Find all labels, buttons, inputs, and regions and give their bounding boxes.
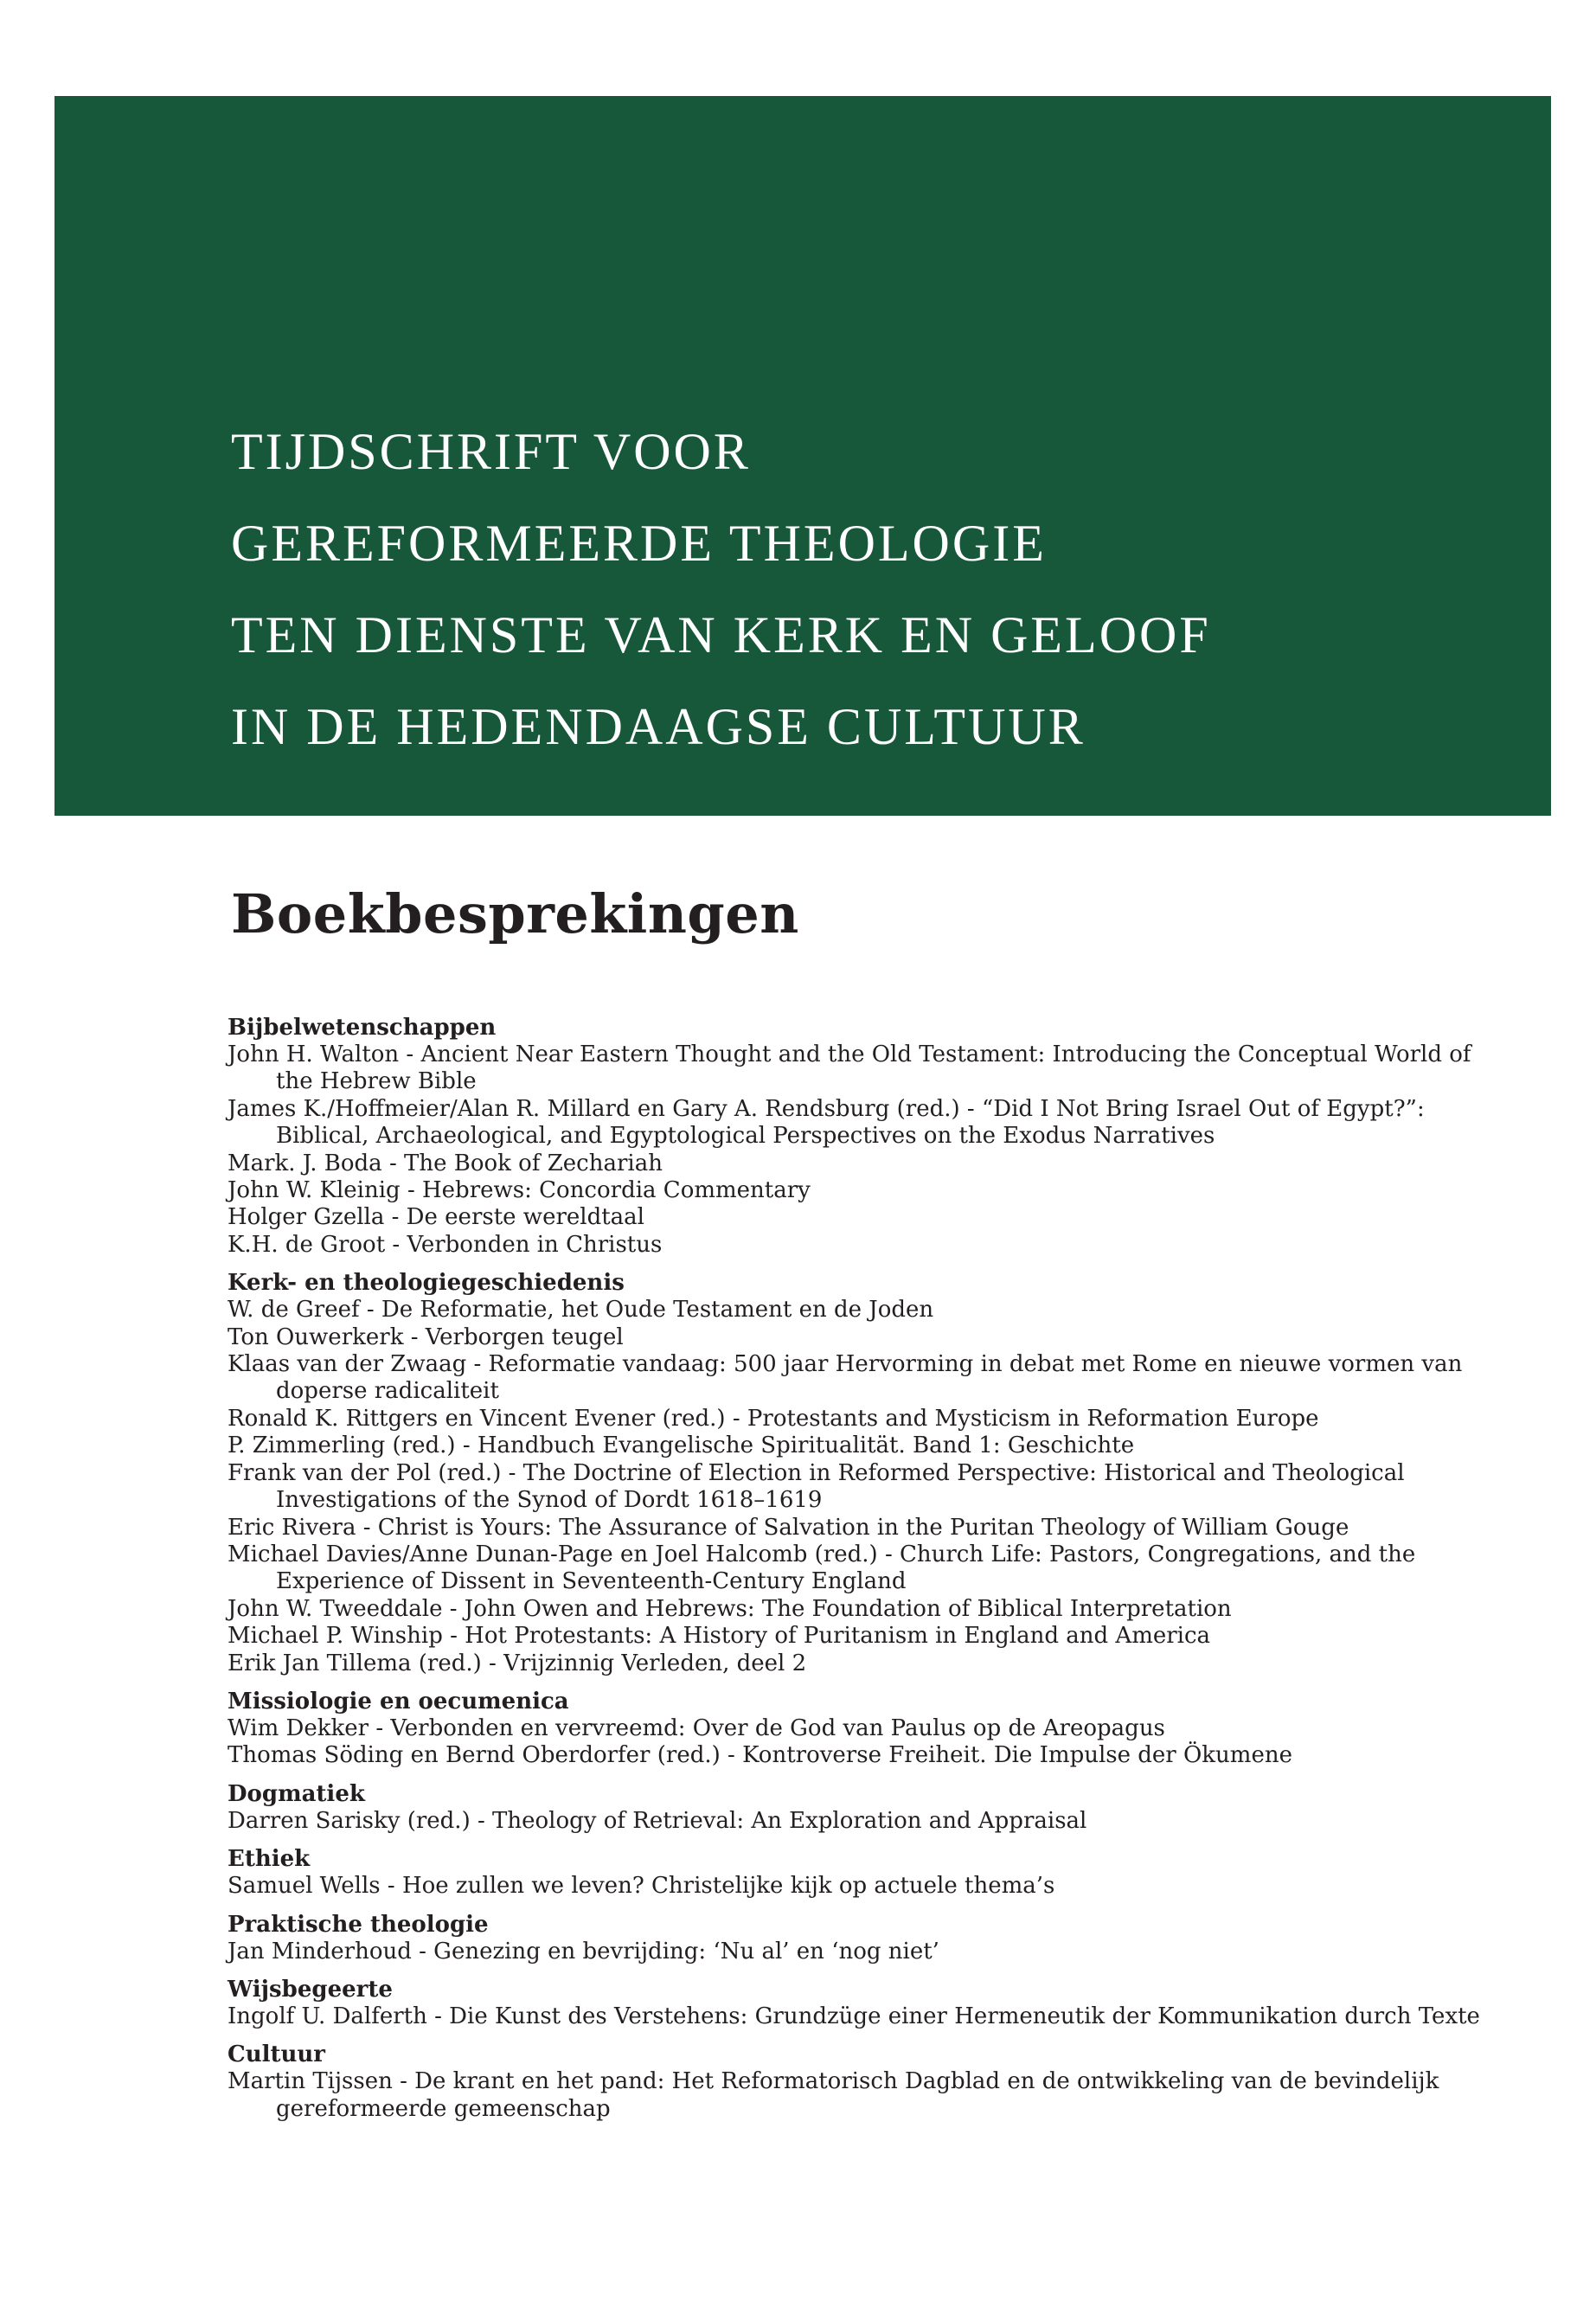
review-section — [228, 1845, 1482, 1900]
review-entry: Ingolf U. Dalferth - Die Kunst des Verstehens: Grundzüge einer Hermeneutik der Kommunikation durch Texte — [228, 2003, 1480, 2029]
review-entry: John H. Walton - Ancient Near Eastern Thought and the Old Testament: Introducing the Conceptual World of the Hebrew Bible — [228, 1042, 1471, 1095]
review-entry: Ronald K. Rittgers en Vincent Evener (red.) - Protestants and Mysticism in Reformation Europe — [228, 1405, 1319, 1432]
review-entry: Jan Minderhoud - Genezing en bevrijding: ‘Nu al’ en ‘nog niet’ — [228, 1938, 939, 1965]
review-section — [228, 2041, 1482, 2123]
review-entry: Frank van der Pol (red.) - The Doctrine of Election in Reformed Perspective: Historical and Theological Investigations of the Synod of Dordt 1618–1619 — [228, 1459, 1405, 1514]
review-entry: Martin Tijssen - De krant en het pand: Het Reformatorisch Dagblad en de ontwikkeling van de bevindelijk gereformeerde gemeenschap — [228, 2068, 1439, 2122]
review-section — [228, 1976, 1482, 2030]
review-entry: John W. Tweeddale - John Owen and Hebrews: The Foundation of Biblical Interpretation — [228, 1595, 1232, 1622]
section-heading: Wijsbegeerte — [228, 1976, 393, 2003]
section-heading: Ethiek — [228, 1846, 311, 1873]
review-entry: Klaas van der Zwaag - Reformatie vandaag: 500 jaar Hervorming in debat met Rome en nieuwe vormen van doperse radicaliteit — [228, 1351, 1463, 1405]
review-entry: Samuel Wells - Hoe zullen we leven? Christelijke kijk op actuele thema’s — [228, 1873, 1055, 1900]
journal-title-line: TIJDSCHRIFT VOOR — [231, 423, 751, 480]
journal-title — [231, 406, 1211, 772]
section-heading: Praktische theologie — [228, 1911, 489, 1938]
section-heading: Bijbelwetenschappen — [228, 1015, 497, 1041]
review-section — [228, 1014, 1482, 1259]
section-heading: Kerk- en theologiegeschiedenis — [228, 1270, 625, 1297]
section-heading: Missiologie en oecumenica — [228, 1688, 569, 1715]
review-entry: Erik Jan Tillema (red.) - Vrijzinnig Verleden, deel 2 — [228, 1650, 807, 1676]
review-entry: Thomas Söding en Bernd Oberdorfer (red.) - Kontroverse Freiheit. Die Impulse der Ökumene — [228, 1742, 1292, 1769]
review-section — [228, 1780, 1482, 1835]
review-entry: Darren Sarisky (red.) - Theology of Retrieval: An Exploration and Appraisal — [228, 1807, 1087, 1834]
review-entry: K.H. de Groot - Verbonden in Christus — [228, 1231, 663, 1258]
journal-title-line: TEN DIENSTE VAN KERK EN GELOOF — [231, 606, 1211, 663]
review-entry: Michael Davies/Anne Dunan-Page en Joel Halcomb (red.) - Church Life: Pastors, Congregations, and the Experience of Dissent in Seventeenth-Century England — [228, 1541, 1416, 1595]
review-section — [228, 1688, 1482, 1770]
review-entry: Eric Rivera - Christ is Yours: The Assurance of Salvation in the Puritan Theology of William Gouge — [228, 1514, 1349, 1541]
review-entry: Ton Ouwerkerk - Verborgen teugel — [228, 1324, 624, 1350]
review-entry: Mark. J. Boda - The Book of Zechariah — [228, 1150, 663, 1176]
journal-title-banner — [54, 96, 1551, 816]
review-entry: Holger Gzella - De eerste wereldtaal — [228, 1204, 644, 1231]
section-heading: Dogmatiek — [228, 1780, 365, 1807]
review-entry: John W. Kleinig - Hebrews: Concordia Commentary — [228, 1177, 811, 1204]
review-section — [228, 1269, 1482, 1677]
journal-title-line: GEREFORMEERDE THEOLOGIE — [231, 515, 1047, 572]
journal-title-line: IN DE HEDENDAAGSE CULTUUR — [231, 698, 1086, 755]
review-entry: Michael P. Winship - Hot Protestants: A History of Puritanism in England and America — [228, 1623, 1211, 1650]
review-entry: James K./Hoffmeier/Alan R. Millard en Gary A. Rendsburg (red.) - “Did I Not Bring Israel Out of Egypt?”: Biblical, Archaeological, and Egyptological Perspectives on the Exodus Narratives — [228, 1095, 1425, 1150]
book-review-list — [228, 1014, 1482, 2133]
page-title: Boekbesprekingen — [231, 882, 799, 945]
review-section — [228, 1911, 1482, 1965]
review-entry: P. Zimmerling (red.) - Handbuch Evangelische Spiritualität. Band 1: Geschichte — [228, 1433, 1135, 1459]
review-entry: Wim Dekker - Verbonden en vervreemd: Over de God van Paulus op de Areopagus — [228, 1715, 1165, 1741]
section-heading: Cultuur — [228, 2041, 325, 2068]
review-entry: W. de Greef - De Reformatie, het Oude Testament en de Joden — [228, 1297, 934, 1324]
